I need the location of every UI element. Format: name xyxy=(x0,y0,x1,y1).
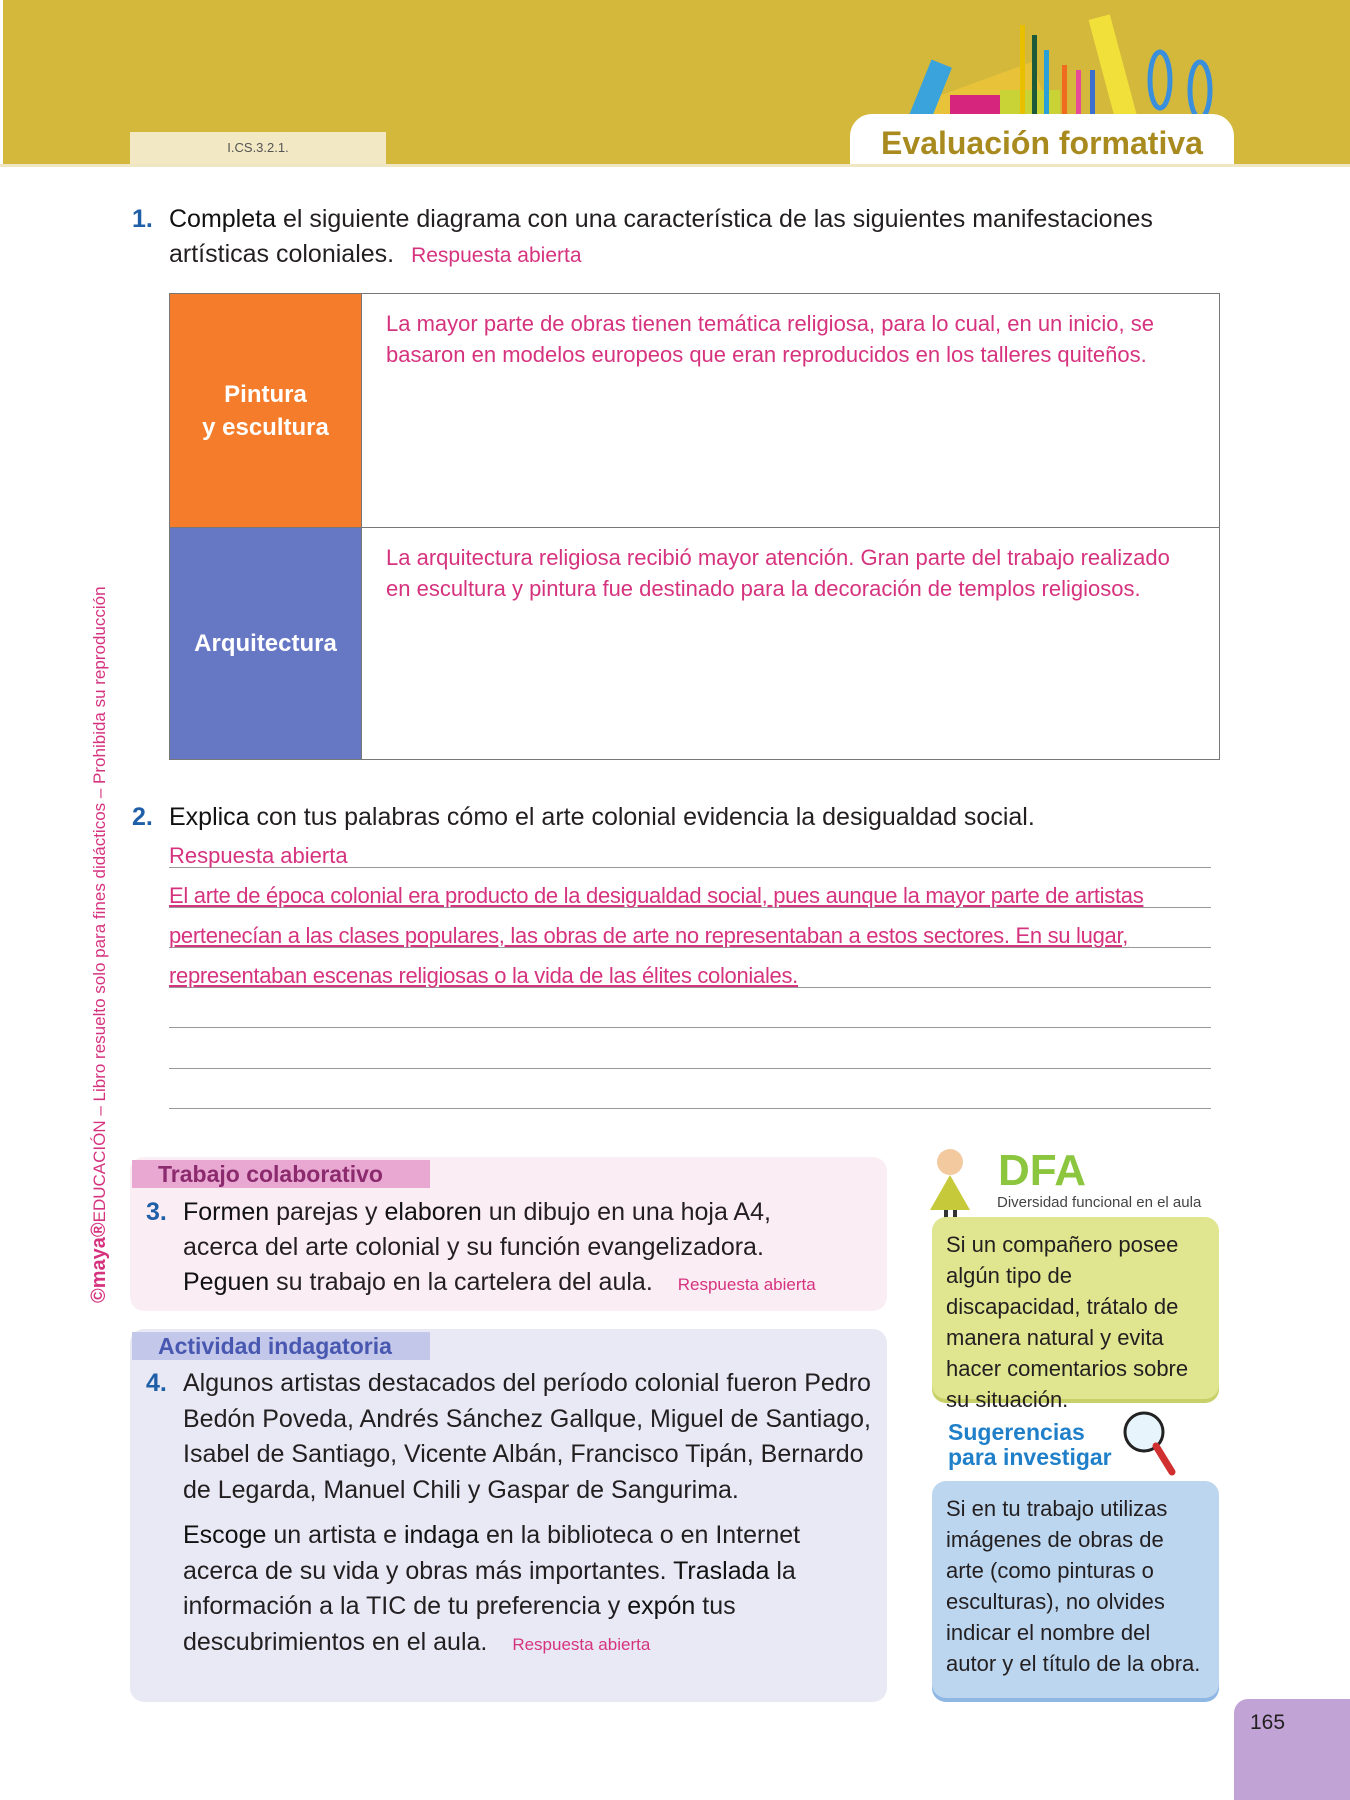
dfa-box: Si un compañero posee algún tipo de discapacidad, trátalo de manera natural y evita hacer comentarios sobre su situación. xyxy=(932,1217,1219,1403)
answer-architecture[interactable]: La arquitectura religiosa recibió mayor atención. Gran parte del trabajo realizado en escultura y pintura fue destinado para la decoración de templos religiosos. xyxy=(386,545,1170,601)
dfa-logo: DFA xyxy=(998,1146,1086,1195)
answer-line xyxy=(169,1027,1211,1028)
collaborative-work-tag: Trabajo colaborativo xyxy=(132,1160,430,1188)
label-painting: Pintura y escultura xyxy=(170,294,362,527)
section-title: Evaluación formativa xyxy=(850,114,1234,164)
row-architecture xyxy=(170,528,1219,759)
girl-illustration xyxy=(920,1140,995,1220)
open-answer-note: Respuesta abierta xyxy=(411,244,582,267)
answer-text-line: El arte de época colonial era producto de la desigualdad social, pues aunque la mayor parte de artistas xyxy=(169,883,1144,908)
diagram-table xyxy=(169,293,1220,760)
answer-note: Respuesta abierta xyxy=(169,843,348,868)
question-3: 3. Formen parejas y elaboren un dibujo en una hoja A4, acerca del arte colonial y su función evangelizadora. Peguen su trabajo en la cartelera del aula. Respuesta abierta xyxy=(146,1198,816,1296)
magnifier-icon xyxy=(1120,1408,1180,1480)
research-activity-tag: Actividad indagatoria xyxy=(132,1332,430,1360)
answer-painting[interactable]: La mayor parte de obras tienen temática religiosa, para lo cual, en un inicio, se basaron en modelos europeos que eran reproducidos en los talleres quiteños. xyxy=(386,311,1154,367)
question-1: 1. Completa el siguiente diagrama con una característica de las siguientes manifestaciones artísticas coloniales. Respuesta abierta xyxy=(132,205,1153,268)
row-painting xyxy=(170,294,1219,528)
suggestions-title: Sugerencias para investigar xyxy=(948,1419,1112,1470)
answer-line xyxy=(169,1108,1211,1109)
answer-text-line: representaban escenas religiosas o la vida de las élites coloniales. xyxy=(169,963,798,988)
dfa-subtitle: Diversidad funcional en el aula xyxy=(997,1194,1202,1211)
page-number: 165 xyxy=(1234,1699,1350,1800)
header-rule xyxy=(0,164,1350,167)
answer-line xyxy=(169,1068,1211,1069)
question-2: 2. Explica con tus palabras cómo el arte colonial evidencia la desigualdad social. xyxy=(132,803,1035,831)
suggestions-box: Si en tu trabajo utilizas imágenes de obras de arte (como pinturas o esculturas), no olvides indicar el nombre del autor y el título de la obra. xyxy=(932,1481,1219,1702)
question-4: 4. Algunos artistas destacados del período colonial fueron Pedro Bedón Poveda, Andrés Sánchez Gallque, Miguel de Santiago, Isabel de Santiago, Vicente Albán, Francisco Tipán, Bernardo de Legarda, Manuel Chili y Gaspar de Sangurima. Escoge un artista e indaga en la biblioteca o en Internet acerca de su vida y obras más importantes. Traslada la información a la TIC de tu preferencia y expón tus descubrimientos en el aula. Respuesta abierta xyxy=(146,1369,871,1656)
answer-text-line: pertenecían a las clases populares, las obras de arte no representaban a estos sectores. En su lugar, xyxy=(169,923,1129,948)
label-architecture: Arquitectura xyxy=(170,528,362,759)
copyright-notice: ©maya®EDUCACIÓN – Libro resuelto solo para fines didácticos – Prohibida su reproducción xyxy=(88,586,110,1303)
curriculum-code: I.CS.3.2.1. xyxy=(130,132,386,164)
